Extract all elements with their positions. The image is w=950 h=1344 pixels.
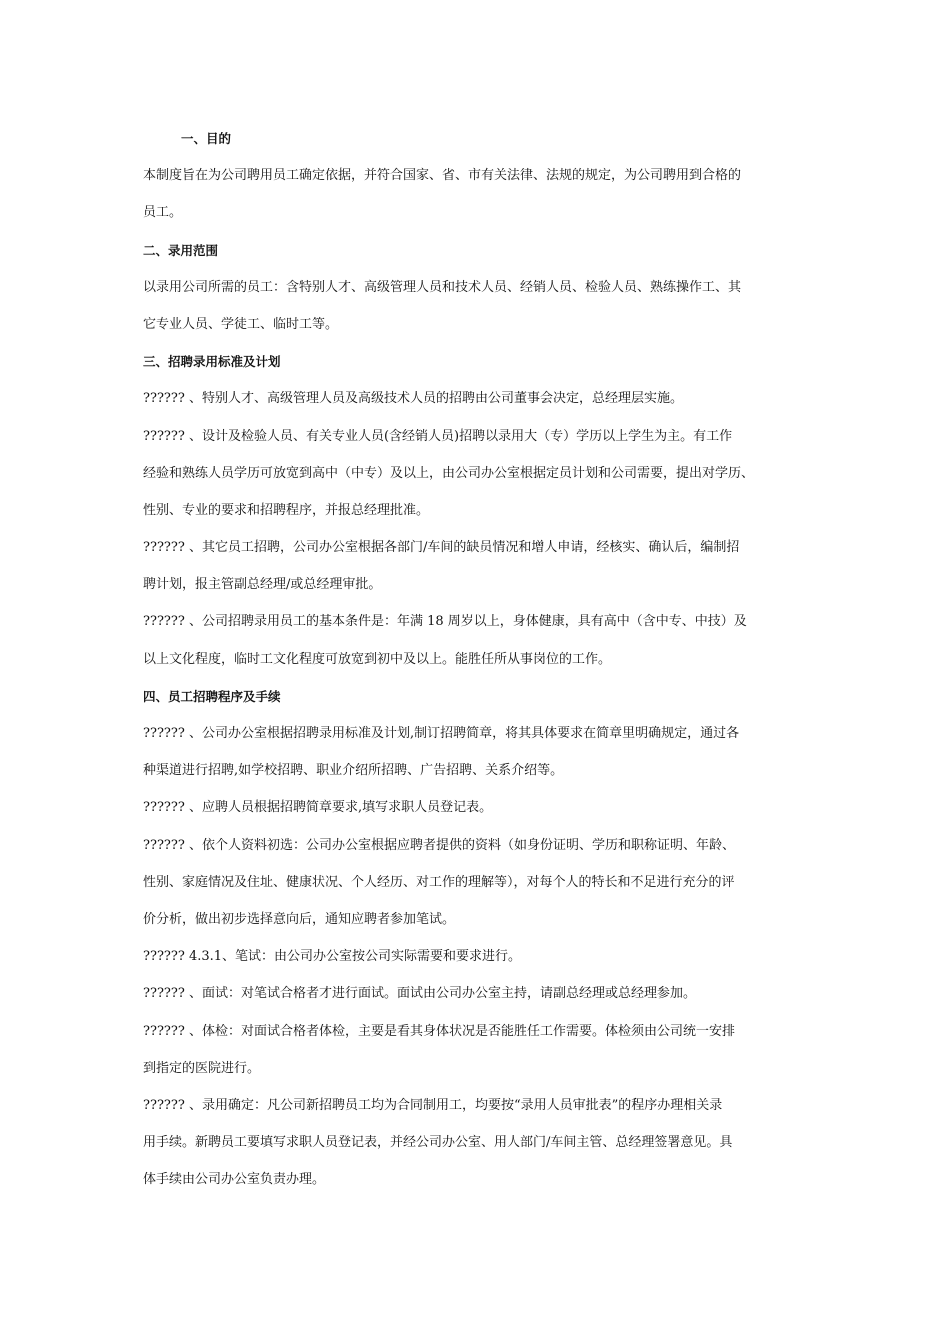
paragraph-line: 价分析，做出初步选择意向后，通知应聘者参加笔试。 [143, 911, 456, 927]
section-heading-purpose: 一、目的 [181, 131, 232, 146]
paragraph-line: 它专业人员、学徒工、临时工等。 [143, 316, 339, 332]
section-heading-procedure: 四、员工招聘程序及手续 [143, 688, 281, 704]
section-heading-standards: 三、招聘录用标准及计划 [143, 354, 281, 370]
paragraph-line: ?????? 、录用确定：凡公司新招聘员工均为合同制用工，均要按“录用人员审批表”的程序办理相关录 [143, 1097, 723, 1113]
paragraph-line: 性别、专业的要求和招聘程序，并报总经理批准。 [143, 502, 430, 518]
paragraph-line: 本制度旨在为公司聘用员工确定依据，并符合国家、省、市有关法律、法规的规定，为公司聘用到合格的 [143, 168, 742, 184]
section-heading-scope: 二、录用范围 [143, 242, 219, 258]
document-body [143, 120, 823, 1198]
paragraph-line: ?????? 、特别人才、高级管理人员及高级技术人员的招聘由公司董事会决定，总经理层实施。 [143, 391, 683, 407]
paragraph-line: ?????? 、应聘人员根据招聘简章要求,填写求职人员登记表。 [143, 800, 493, 816]
paragraph-line: ?????? 、公司办公室根据招聘录用标准及计划,制订招聘简章，将其具体要求在简章里明确规定，通过各 [143, 726, 740, 741]
paragraph-line: 以上文化程度，临时工文化程度可放宽到初中及以上。能胜任所从事岗位的工作。 [143, 651, 612, 667]
paragraph-line: ?????? 、其它员工招聘，公司办公室根据各部门/车间的缺员情况和增人申请，经核实、确认后，编制招 [143, 540, 740, 556]
paragraph-line: 聘计划，报主管副总经理/或总经理审批。 [143, 577, 382, 593]
paragraph-line: ?????? 4.3.1、笔试：由公司办公室按公司实际需要和要求进行。 [143, 949, 522, 965]
paragraph-line: 体手续由公司办公室负责办理。 [143, 1172, 326, 1188]
paragraph-line: 到指定的医院进行。 [143, 1060, 261, 1076]
paragraph-line: 种渠道进行招聘,如学校招聘、职业介绍所招聘、广告招聘、关系介绍等。 [143, 763, 564, 779]
paragraph-line: 性别、家庭情况及住址、健康状况、个人经历、对工作的理解等），对每个人的特长和不足进行充分的评 [143, 874, 735, 890]
paragraph-line: ?????? 、面试：对笔试合格者才进行面试。面试由公司办公室主持，请副总经理或总经理参加。 [143, 986, 696, 1002]
paragraph-line: 经验和熟练人员学历可放宽到高中（中专）及以上，由公司办公室根据定员计划和公司需要，提出对学历、 [143, 465, 755, 481]
paragraph-line: ?????? 、依个人资料初选：公司办公室根据应聘者提供的资料（如身份证明、学历和职称证明、年龄、 [143, 837, 735, 853]
paragraph-line: ?????? 、体检：对面试合格者体检，主要是看其身体状况是否能胜任工作需要。体检须由公司统一安排 [143, 1023, 735, 1039]
paragraph-line: 用手续。新聘员工要填写求职人员登记表，并经公司办公室、用人部门/车间主管、总经理签署意见。具 [143, 1135, 733, 1151]
paragraph-line: 员工。 [143, 205, 183, 221]
paragraph-line: ?????? 、设计及检验人员、有关专业人员(含经销人员)招聘以录用大（专）学历以上学生为主。有工作 [143, 428, 733, 444]
paragraph-line: 以录用公司所需的员工：含特别人才、高级管理人员和技术人员、经销人员、检验人员、熟练操作工、其 [143, 279, 742, 295]
paragraph-line: ?????? 、公司招聘录用员工的基本条件是：年满 18 周岁以上，身体健康，具有高中（含中专、中技）及 [143, 614, 747, 630]
